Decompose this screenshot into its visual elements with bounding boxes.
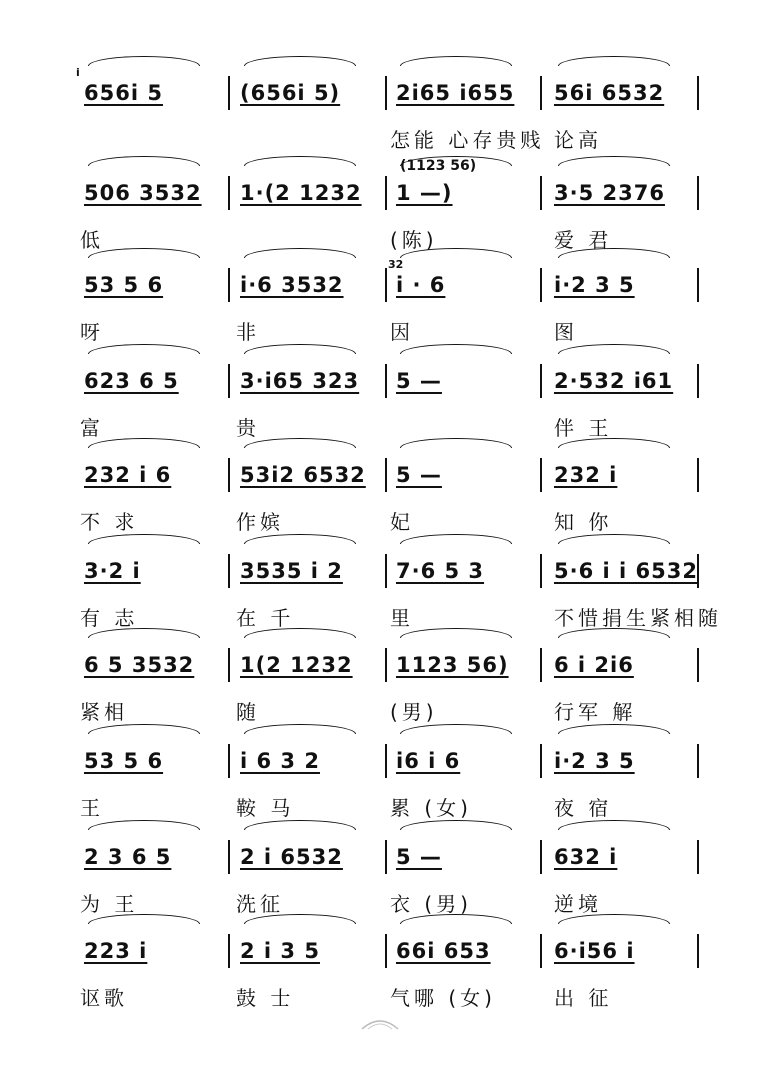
measure: 53i2 6532 (240, 463, 366, 487)
bar-line (228, 648, 230, 682)
measure: 6 5 3532 (84, 653, 195, 677)
bar-line (385, 744, 387, 778)
bar-line (540, 364, 542, 398)
grace-note: 32 (388, 258, 404, 271)
slur-mark (400, 344, 512, 354)
measure: 53 5 6 (84, 273, 164, 297)
lyric-text: 衣 (男) (390, 892, 472, 916)
measure: i·6 3532 (240, 273, 344, 297)
measure: 1·(2 1232 (240, 181, 362, 205)
ossia-note: (1123 56) (400, 158, 477, 174)
lyric-text: 累 (女) (390, 796, 472, 820)
lyric-text: 不 求 (80, 510, 139, 534)
slur-mark (88, 344, 200, 354)
score-row (0, 822, 772, 917)
bar-line (697, 648, 699, 682)
score-row (0, 916, 772, 1011)
slur-mark (88, 628, 200, 638)
bar-line (697, 268, 699, 302)
slur-mark (88, 534, 200, 544)
measure: 6·i56 i (554, 939, 635, 963)
slur-mark (558, 724, 670, 734)
measure: 6 i 2i6 (554, 653, 634, 677)
grace-note: i (76, 66, 80, 79)
lyric-text: 非 (236, 320, 260, 344)
slur-mark (558, 438, 670, 448)
measure: 53 5 6 (84, 749, 164, 773)
slur-mark (400, 56, 512, 66)
measure: 1 —) (396, 181, 453, 205)
lyric-text: 逆境 (554, 892, 602, 916)
lyric-text: 为 王 (80, 892, 139, 916)
lyric-text: 作嫔 (236, 510, 284, 534)
measure: i·2 3 5 (554, 749, 635, 773)
measure: i 6 3 2 (240, 749, 320, 773)
measure: i·2 3 5 (554, 273, 635, 297)
lyric-text: 行军 解 (554, 700, 637, 724)
bar-line (385, 554, 387, 588)
bar-line (228, 744, 230, 778)
bar-line (228, 840, 230, 874)
slur-mark (558, 344, 670, 354)
lyric-text: 随 (236, 700, 260, 724)
lyric-text: 不惜捐生紧相随 (554, 606, 722, 630)
bar-line (540, 934, 542, 968)
lyric-text: 图 (554, 320, 578, 344)
slur-mark (244, 724, 356, 734)
score-row (0, 158, 772, 253)
lyric-text: 王 (80, 796, 104, 820)
lyric-text: 有 志 (80, 606, 139, 630)
slur-mark (244, 56, 356, 66)
measure: i6 i 6 (396, 749, 461, 773)
slur-mark (88, 248, 200, 258)
bar-line (228, 268, 230, 302)
slur-mark (400, 914, 512, 924)
measure: 232 i (554, 463, 618, 487)
measure: 506 3532 (84, 181, 202, 205)
slur-mark (88, 56, 200, 66)
lyric-text: 论高 (554, 128, 602, 152)
slur-mark (400, 820, 512, 830)
measure: 2i65 i655 (396, 81, 515, 105)
measure: 3·i65 323 (240, 369, 360, 393)
slur-mark (558, 248, 670, 258)
measure: 656i 5 (84, 81, 163, 105)
slur-mark (558, 914, 670, 924)
bar-line (385, 934, 387, 968)
bar-line (228, 554, 230, 588)
slur-mark (244, 534, 356, 544)
measure: 1123 56) (396, 653, 509, 677)
lyric-text: 爱 君 (554, 228, 613, 252)
slur-mark (88, 156, 200, 166)
lyric-text: 讴歌 (80, 986, 128, 1010)
lyric-text: 富 (80, 416, 104, 440)
measure: i · 6 (396, 273, 446, 297)
bar-line (540, 176, 542, 210)
slur-mark (558, 56, 670, 66)
measure: 623 6 5 (84, 369, 179, 393)
lyric-text: 低 (80, 228, 104, 252)
bar-line (540, 458, 542, 492)
measure: 5 — (396, 369, 442, 393)
bar-line (385, 76, 387, 110)
lyric-text: 气哪 (女) (390, 986, 496, 1010)
lyric-text: 里 (390, 606, 414, 630)
measure: 1(2 1232 (240, 653, 353, 677)
bar-line (385, 458, 387, 492)
score-row (0, 536, 772, 631)
score-row (0, 440, 772, 535)
slur-mark (400, 438, 512, 448)
slur-mark (558, 628, 670, 638)
lyric-text: 贵 (236, 416, 260, 440)
bar-line (540, 554, 542, 588)
measure: 66i 653 (396, 939, 491, 963)
measure: 232 i 6 (84, 463, 172, 487)
bar-line (697, 364, 699, 398)
lyric-text: 紧相 (80, 700, 128, 724)
bar-line (228, 176, 230, 210)
bar-line (385, 176, 387, 210)
slur-mark (88, 724, 200, 734)
measure: 3·5 2376 (554, 181, 665, 205)
bar-line (697, 458, 699, 492)
slur-mark (244, 248, 356, 258)
measure: 2 3 6 5 (84, 845, 172, 869)
lyric-text: 呀 (80, 320, 104, 344)
lyric-text: 夜 宿 (554, 796, 613, 820)
lyric-text: 在 千 (236, 606, 295, 630)
bar-line (697, 934, 699, 968)
score-row (0, 726, 772, 821)
slur-mark (400, 248, 512, 258)
measure: 2 i 6532 (240, 845, 343, 869)
measure: 632 i (554, 845, 618, 869)
lyric-text: 鼓 士 (236, 986, 295, 1010)
lyric-text: (陈) (390, 228, 438, 252)
slur-mark (244, 344, 356, 354)
slur-mark (88, 820, 200, 830)
slur-mark (244, 820, 356, 830)
measure: 2·532 i61 (554, 369, 674, 393)
slur-mark (244, 438, 356, 448)
lyric-text: 因 (390, 320, 414, 344)
slur-mark (244, 914, 356, 924)
lyric-text: 知 你 (554, 510, 613, 534)
measure: 2 i 3 5 (240, 939, 320, 963)
bar-line (385, 364, 387, 398)
slur-mark (400, 724, 512, 734)
score-row (0, 58, 772, 153)
bar-line (385, 268, 387, 302)
bar-line (697, 176, 699, 210)
measure: 3535 i 2 (240, 559, 343, 583)
bar-line (540, 648, 542, 682)
measure: 7·6 5 3 (396, 559, 485, 583)
slur-mark (400, 628, 512, 638)
bar-line (540, 840, 542, 874)
bar-line (540, 268, 542, 302)
lyric-text: 洗征 (236, 892, 284, 916)
bar-line (540, 76, 542, 110)
measure: 223 i (84, 939, 148, 963)
lyric-text: 怎能 心存贵贱 (390, 128, 545, 152)
bar-line (228, 934, 230, 968)
bar-line (385, 648, 387, 682)
measure: 3·2 i (84, 559, 141, 583)
bar-line (228, 364, 230, 398)
lyric-text: 伴 王 (554, 416, 613, 440)
measure: 5 — (396, 463, 442, 487)
slur-mark (558, 534, 670, 544)
score-row (0, 346, 772, 441)
lyric-text: 妃 (390, 510, 414, 534)
bar-line (385, 840, 387, 874)
measure: (656i 5) (240, 81, 341, 105)
bar-line (228, 76, 230, 110)
measure: 56i 6532 (554, 81, 665, 105)
page-ornament-icon (360, 1013, 400, 1033)
lyric-text: 出 征 (554, 986, 613, 1010)
slur-mark (88, 914, 200, 924)
slur-mark (244, 156, 356, 166)
measure: 5 — (396, 845, 442, 869)
bar-line (540, 744, 542, 778)
slur-mark (400, 534, 512, 544)
bar-line (697, 76, 699, 110)
slur-mark (558, 820, 670, 830)
slur-mark (558, 156, 670, 166)
bar-line (697, 744, 699, 778)
bar-line (228, 458, 230, 492)
slur-mark (88, 438, 200, 448)
score-row (0, 630, 772, 725)
slur-mark (244, 628, 356, 638)
lyric-text: 鞍 马 (236, 796, 295, 820)
measure: 5·6 i i 6532 (554, 559, 698, 583)
bar-line (697, 840, 699, 874)
score-row (0, 250, 772, 345)
lyric-text: (男) (390, 700, 438, 724)
